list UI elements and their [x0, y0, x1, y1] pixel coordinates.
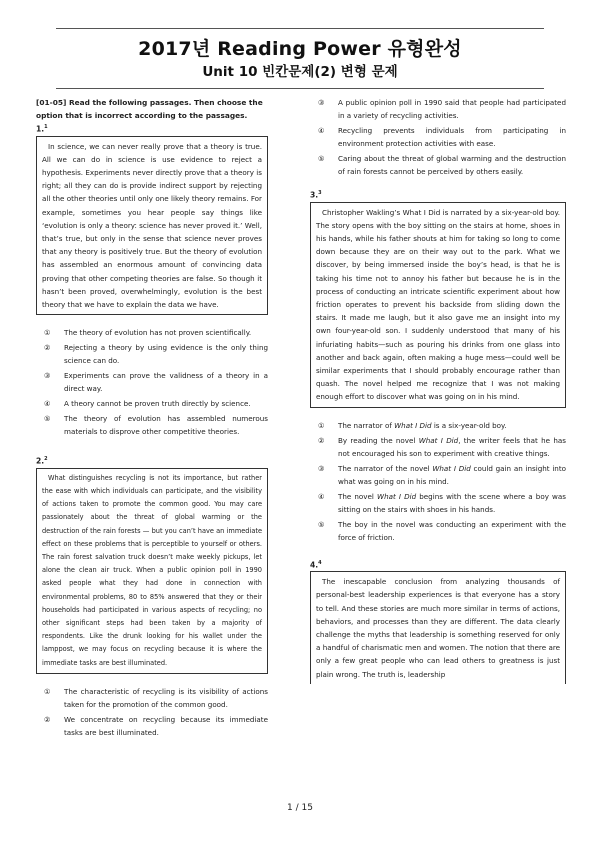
- instructions: [01-05] Read the following passages. Then choose the option that is incorrect according to the passages.: [36, 98, 263, 120]
- option-item[interactable]: ③ The narrator of the novel What I Did could gain an insight into what was going on in his mind.: [318, 463, 566, 486]
- option-item[interactable]: ② By reading the novel What I Did, the writer feels that he has not encouraged his son to experiment with creative things.: [318, 435, 566, 458]
- document-title: 2017년 Reading Power 유형완성: [138, 38, 462, 60]
- option-item[interactable]: ② We concentrate on recycling because its immediate tasks are best illuminated.: [44, 714, 268, 737]
- option-item[interactable]: ⑤ The boy in the novel was conducting an experiment with the force of friction.: [318, 519, 566, 542]
- option-item[interactable]: ④ Recycling prevents individuals from participating in environment protection activities with ease.: [318, 126, 566, 148]
- document-subtitle: Unit 10 빈칸문제(2) 변형 문제: [202, 64, 398, 80]
- page-number: 1 / 15: [287, 803, 313, 813]
- question-4-number: 4.$^4$: [310, 559, 322, 570]
- right-column: [310, 96, 566, 684]
- question-2-options-part1: [36, 685, 268, 739]
- option-item[interactable]: ⑤ Caring about the threat of global warming and the destruction of rain forests cannot be perceived by others easily.: [318, 154, 566, 176]
- option-item[interactable]: ④ The novel What I Did begins with the scene where a boy was sitting on the stairs with shoes in his hands.: [318, 491, 566, 514]
- header-top-rule: [56, 28, 544, 29]
- option-item[interactable]: ① The characteristic of recycling is its visibility of actions taken for the promotion of the common good.: [44, 686, 268, 709]
- question-4-passage: The inescapable conclusion from analyzing thousands of personal-best leadership experiences is that everyone has a story to tell. And these stories are much more similar in terms of actions, behaviors, and processes than they are different. The data clearly challenge the myths that leadership is something reserved for only a handful of charismatic men and women. The notion that there are only a few great people who can lead others to greatness is just plain wrong. The truth is, leadership: [310, 571, 566, 684]
- option-item[interactable]: ③ Experiments can prove the validness of a theory in a direct way.: [44, 371, 268, 394]
- left-column: [36, 96, 268, 741]
- question-3-options: [310, 419, 566, 544]
- question-2-number: 2.$^2$: [36, 456, 48, 466]
- question-2-options-part2: [310, 96, 566, 178]
- question-3-number: 3.$^3$: [310, 190, 322, 200]
- option-item[interactable]: ① The theory of evolution has not proven scientifically.: [44, 328, 252, 338]
- option-item[interactable]: ① The narrator of What I Did is a six-year-old boy.: [318, 420, 507, 430]
- header-bottom-rule: [56, 88, 544, 89]
- option-item[interactable]: ④ A theory cannot be proven truth directly by science.: [44, 399, 251, 409]
- option-item[interactable]: ② Rejecting a theory by using evidence is the only thing science can do.: [44, 343, 268, 366]
- question-1-passage: In science, we can never really prove that a theory is true. All we can do in science is use evidence to reject a hypothesis. Experiments never directly prove that a theory is right; all they can do is provide indirect support by rejecting all the other theories until only one likely theory remains. For example, sometimes you hear people say things like ‘evolution is only a theory: science has never proved it.’ Well, that’s true, but only in the sense that science never proves that any theory is positively true. But the theory of evolution has assembled an enormous amount of convincing data proving that other competing theories are false. So though it hasn’t been proved, overwhelmingly, evolution is the best theory that we have to explain the data we have.: [36, 136, 268, 316]
- option-item[interactable]: ③ A public opinion poll in 1990 said that people had participated in a variety of recycling activities.: [318, 98, 566, 120]
- option-item[interactable]: ⑤ The theory of evolution has assembled numerous materials to disprove other competitive theories.: [44, 414, 268, 437]
- question-3-passage: Christopher Wakling’s What I Did is narrated by a six-year-old boy. The story opens with the boy sitting on the stairs at home, shoes in his hands, while his father shouts at him for taking so long to come down because they are on their way out to the park. What we discover, by being immersed inside the boy’s head, is that he is taking his time not to annoy his father but because he is in the process of conducting an intricate scientific experiment about how friction operates to prevent his backside from sliding down the stairs. It made me laugh, but it also gave me an insight into my own four-year-old son. I suddenly understood that many of his infuriating habits—such as pouring his drinks from one glass into another and back again, often making a huge mess—could well be similar experiments that I should probably encourage rather than quash. The novel helped me recognize that I was not making enough effort to discover what was going on in his mind.: [310, 202, 566, 408]
- question-1-number: 1.$^1$: [36, 124, 48, 134]
- question-2-passage: What distinguishes recycling is not its importance, but rather the ease with which individuals can participate, and the visibility of actions taken to promote the common good. You may care passionately about the threat of global warming or the destruction of the rain forests — but you can’t have an immediate effect on these problems that is perceptible to yourself or others. The rain forest salvation truck doesn’t make weekly pickups, let alone the clean air truck. When a public opinion poll in 1990 asked people what they had done in connection with environmental problems, 80 to 85% answered that they or their households had participated in various aspects of recycling; no other significant steps had been taken by a majority of respondents. Like the drunk looking for his wallet under the lamppost, we may focus on recycling because it is where the immediate tasks are best illuminated.: [36, 468, 268, 674]
- question-1-options: [36, 326, 268, 438]
